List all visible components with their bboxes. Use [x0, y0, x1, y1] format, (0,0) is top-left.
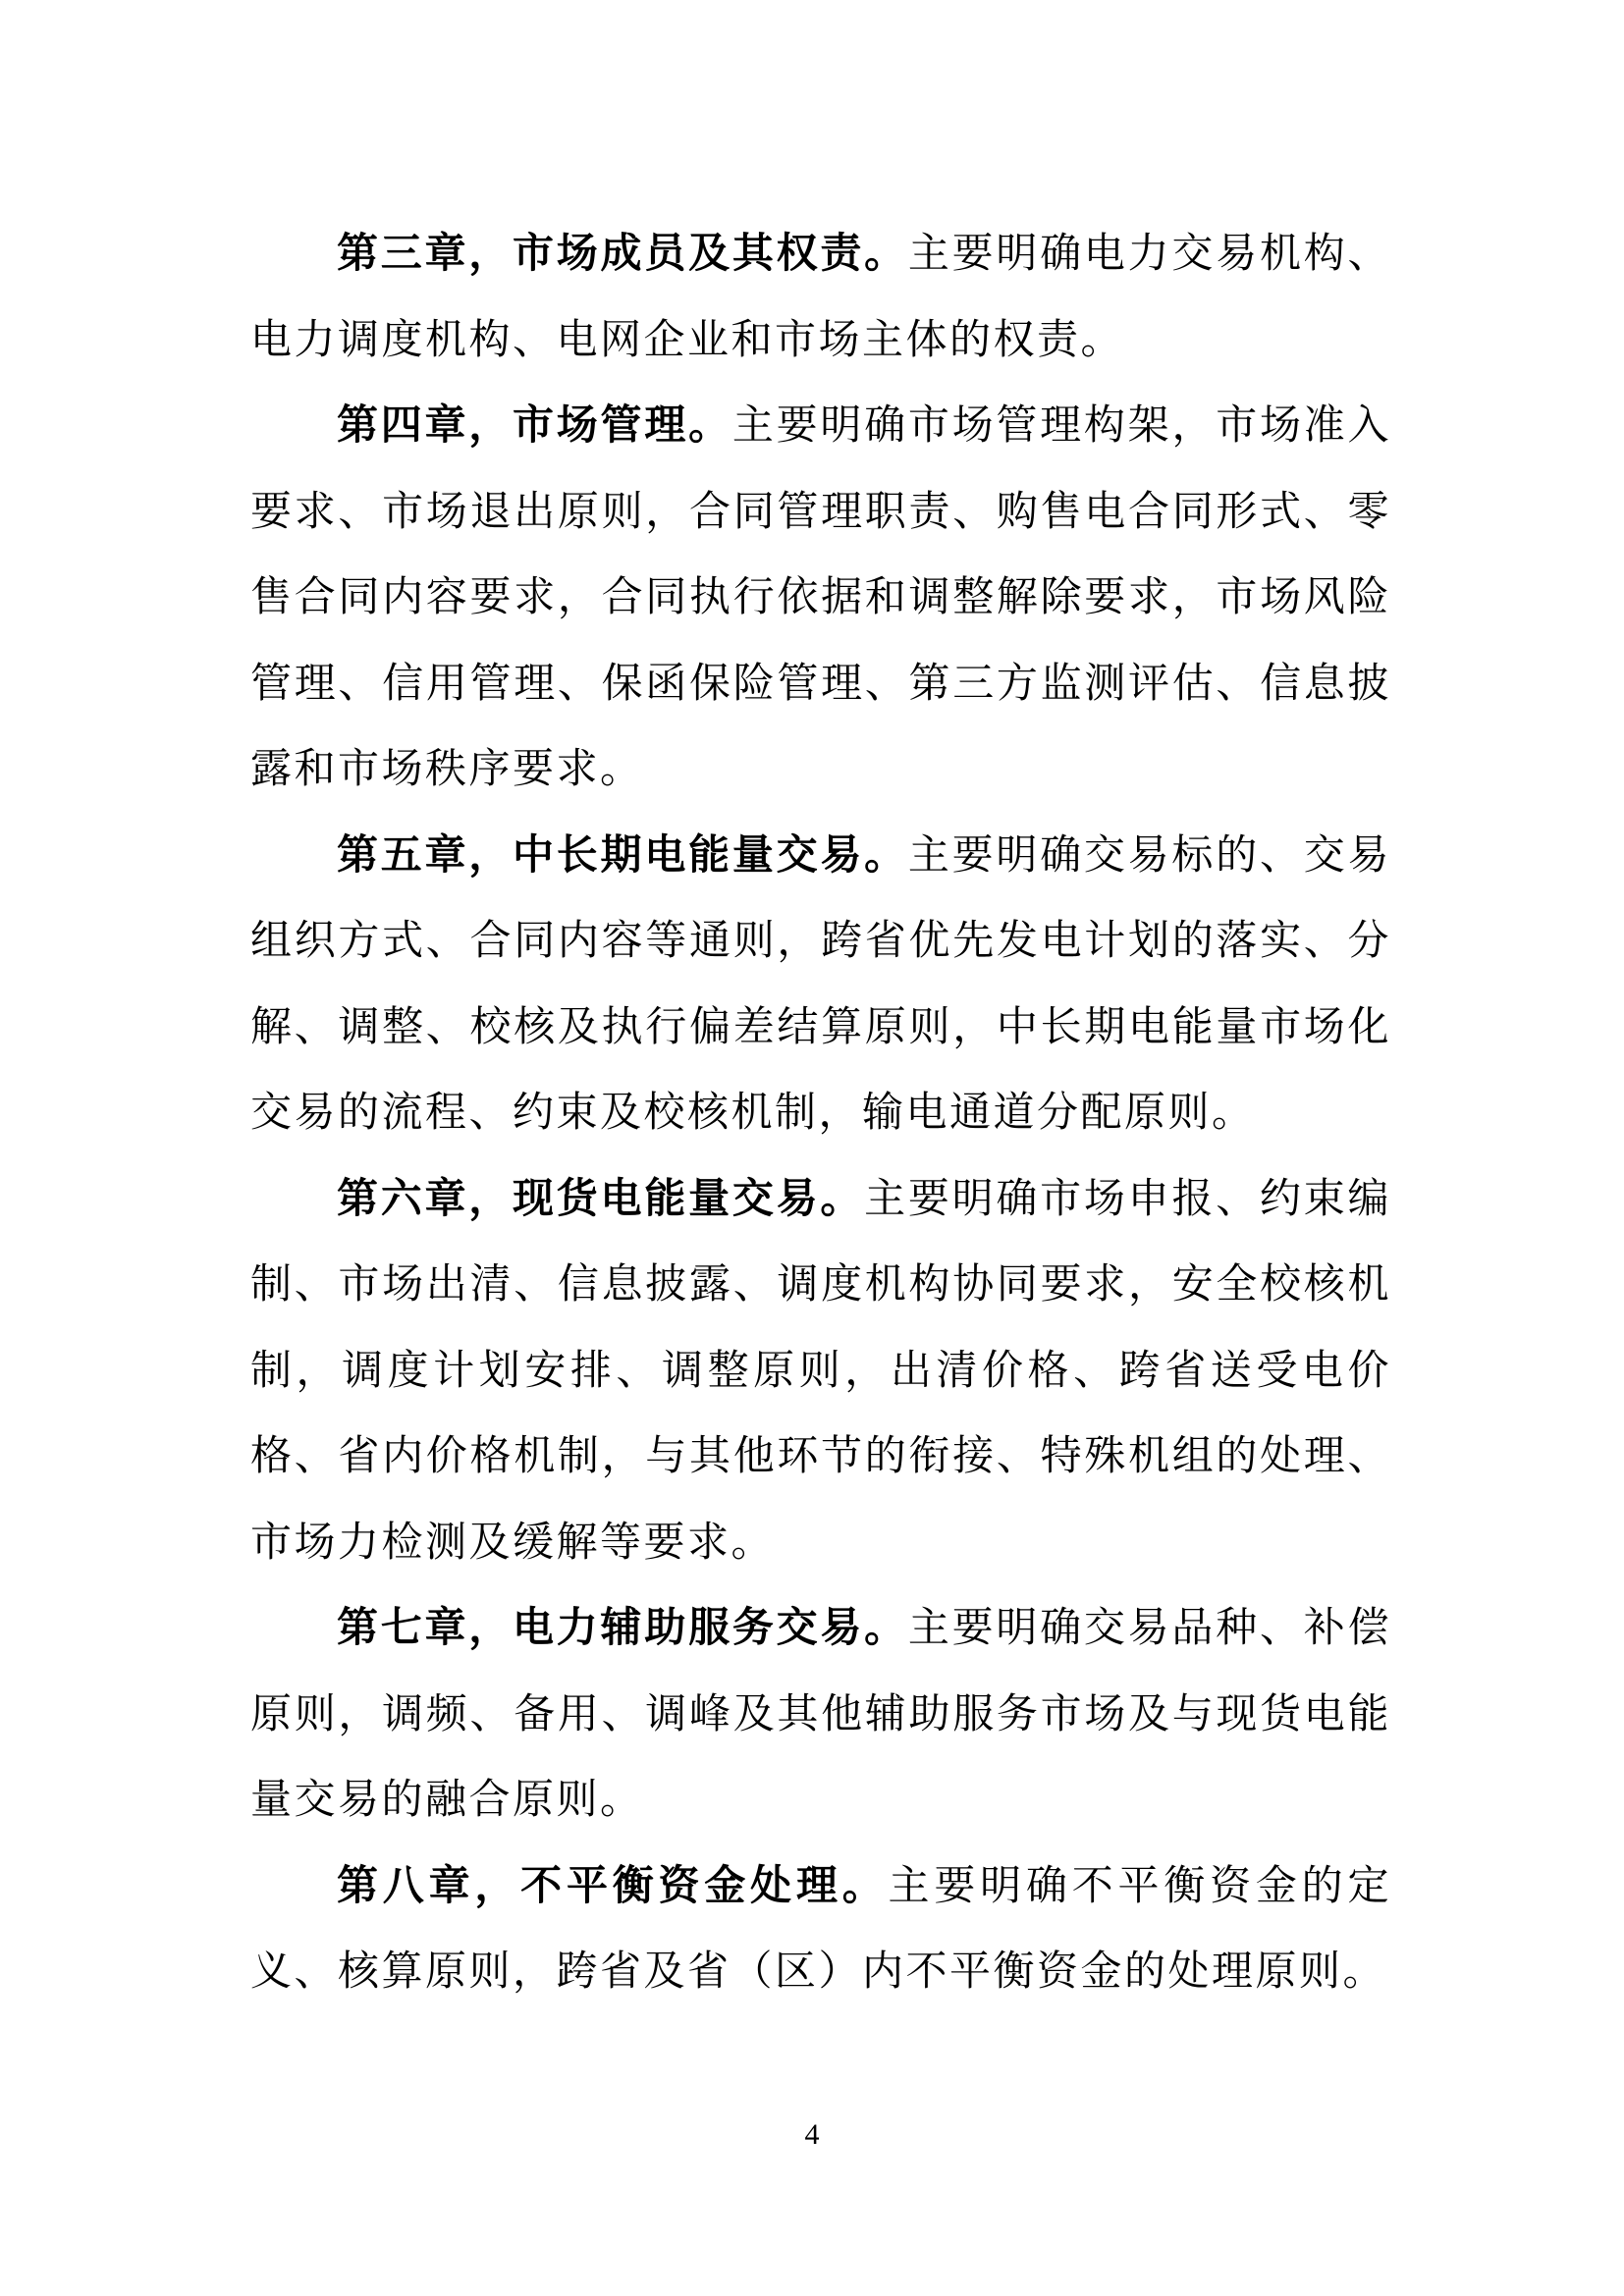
- paragraph-chapter-5: [250, 812, 1391, 1155]
- chapter-5-body: 主要明确交易标的、交易组织方式、合同内容等通则，跨省优先发电计划的落实、分解、调整、校核及执行偏差结算原则，中长期电能量市场化交易的流程、约束及校核机制，输电通道分配原则。: [250, 829, 1391, 1136]
- paragraph-chapter-8: [250, 1842, 1391, 2014]
- document-body: [250, 210, 1391, 2014]
- chapter-8-heading: 第八章，不平衡资金处理。: [337, 1860, 889, 1909]
- chapter-8-body: 主要明确不平衡资金的定义、核算原则，跨省及省（区）内不平衡资金的处理原则。: [250, 1860, 1391, 1995]
- chapter-4-heading: 第四章，市场管理。: [337, 400, 732, 449]
- chapter-5-heading: 第五章，中长期电能量交易。: [337, 829, 908, 879]
- chapter-7-body: 主要明确交易品种、补偿原则，调频、备用、调峰及其他辅助服务市场及与现货电能量交易的融合原则。: [250, 1603, 1391, 1823]
- chapter-3-body: 主要明确电力交易机构、电力调度机构、电网企业和市场主体的权责。: [250, 229, 1391, 363]
- paragraph-chapter-7: [250, 1584, 1391, 1842]
- paragraph-chapter-6: [250, 1155, 1391, 1585]
- chapter-4-body: 主要明确市场管理构架，市场准入要求、市场退出原则，合同管理职责、购售电合同形式、零售合同内容要求，合同执行依据和调整解除要求，市场风险管理、信用管理、保函保险管理、第三方监测评估、信息披露和市场秩序要求。: [250, 400, 1391, 792]
- chapter-7-heading: 第七章，电力辅助服务交易。: [337, 1603, 908, 1651]
- paragraph-chapter-3: [250, 210, 1391, 382]
- chapter-6-heading: 第六章，现货电能量交易。: [337, 1173, 865, 1222]
- chapter-6-body: 主要明确市场申报、约束编制、市场出清、信息披露、调度机构协同要求，安全校核机制，调度计划安排、调整原则，出清价格、跨省送受电价格、省内价格机制，与其他环节的衔接、特殊机组的处理、市场力检测及缓解等要求。: [250, 1173, 1391, 1566]
- paragraph-chapter-4: [250, 382, 1391, 812]
- chapter-3-heading: 第三章，市场成员及其权责。: [337, 229, 908, 277]
- page-number: 4: [804, 2118, 820, 2151]
